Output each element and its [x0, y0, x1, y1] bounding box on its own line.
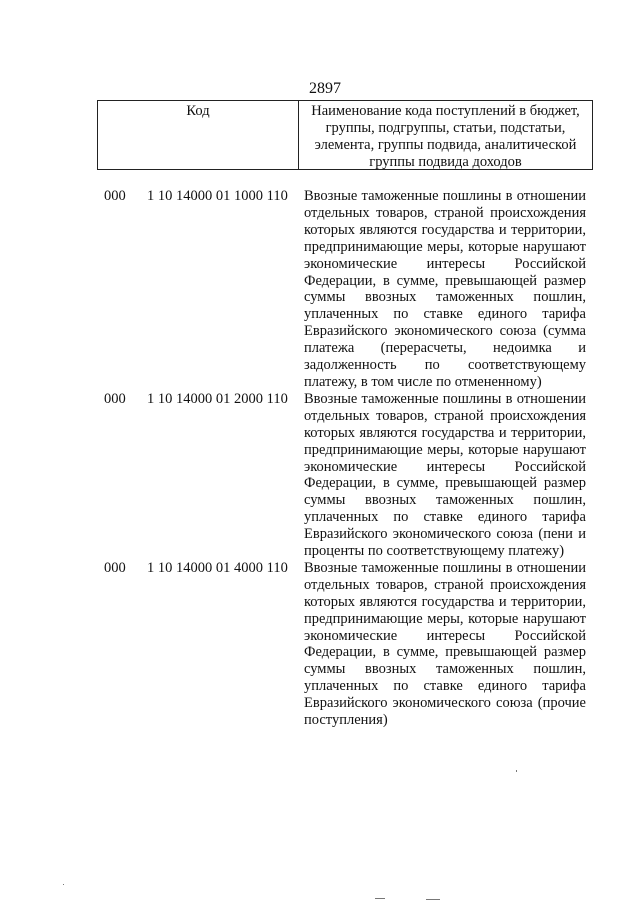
description-line: отдельных товаров, страной происхождения — [304, 576, 586, 593]
description-line: Евразийского экономического союза (прочие — [304, 695, 586, 712]
description-line: уплаченных по ставке единого тарифа — [304, 306, 586, 323]
description-line: которых являются государства и территории, — [304, 424, 586, 441]
description-line: платежа (перерасчеты, недоимка и — [304, 340, 586, 357]
description-line: экономические интересы Российской — [304, 255, 586, 272]
table-row — [0, 391, 640, 560]
description-line: предпринимающие меры, которые нарушают — [304, 441, 586, 458]
description-line: экономические интересы Российской — [304, 627, 586, 644]
table-row — [0, 560, 640, 729]
description-line: уплаченных по ставке единого тарифа — [304, 509, 586, 526]
description-line: предпринимающие меры, которые нарушают — [304, 238, 586, 255]
table-row — [0, 188, 640, 391]
description-line: Ввозные таможенные пошлины в отношении — [304, 390, 586, 407]
description-line: экономические интересы Российской — [304, 458, 586, 475]
description-line: платежу, в том числе по отмененному) — [304, 373, 542, 390]
revenue-description — [304, 560, 586, 729]
description-line: Ввозные таможенные пошлины в отношении — [304, 188, 586, 204]
revenue-description — [304, 188, 586, 391]
admin-code: 000 — [104, 390, 126, 407]
description-line: суммы ввозных таможенных пошлин, — [304, 492, 586, 509]
header-name-cell: Наименование кода поступлений в бюджет, группы, подгруппы, статьи, подстатьи, элемента, группы подвида, аналитической группы подвида доходов — [311, 103, 580, 170]
description-line: отдельных товаров, страной происхождения — [304, 407, 586, 424]
description-line: поступления) — [304, 712, 388, 729]
description-line: Ввозные таможенные пошлины в отношении — [304, 559, 586, 576]
scan-speck — [426, 899, 440, 900]
scan-speck — [516, 770, 517, 772]
revenue-code: 1 10 14000 01 1000 110 — [147, 188, 288, 204]
description-line: Евразийского экономического союза (сумма — [304, 323, 586, 340]
revenue-code: 1 10 14000 01 4000 110 — [147, 559, 288, 576]
description-line: Евразийского экономического союза (пени и — [304, 526, 586, 543]
revenue-code-list — [0, 188, 640, 729]
admin-code: 000 — [104, 188, 126, 204]
description-line: отдельных товаров, страной происхождения — [304, 204, 586, 221]
description-line: Федерации, в сумме, превышающей размер — [304, 644, 586, 661]
description-line: предпринимающие меры, которые нарушают — [304, 610, 586, 627]
description-line: которых являются государства и территории, — [304, 221, 586, 238]
page-number: 2897 — [309, 80, 341, 97]
scan-speck — [375, 898, 385, 899]
description-line: проценты по соответствующему платежу) — [304, 543, 565, 560]
description-line: суммы ввозных таможенных пошлин, — [304, 661, 586, 678]
description-line: которых являются государства и территории, — [304, 593, 586, 610]
table-header — [97, 100, 593, 170]
admin-code: 000 — [104, 559, 126, 576]
scan-speck — [63, 884, 64, 885]
description-line: задолженность по соответствующему — [304, 357, 586, 374]
description-line: Федерации, в сумме, превышающей размер — [304, 475, 586, 492]
description-line: Федерации, в сумме, превышающей размер — [304, 272, 586, 289]
description-line: суммы ввозных таможенных пошлин, — [304, 289, 586, 306]
header-code-cell: Код — [98, 101, 299, 169]
revenue-description — [304, 391, 586, 560]
description-line: уплаченных по ставке единого тарифа — [304, 678, 586, 695]
revenue-code: 1 10 14000 01 2000 110 — [147, 390, 288, 407]
